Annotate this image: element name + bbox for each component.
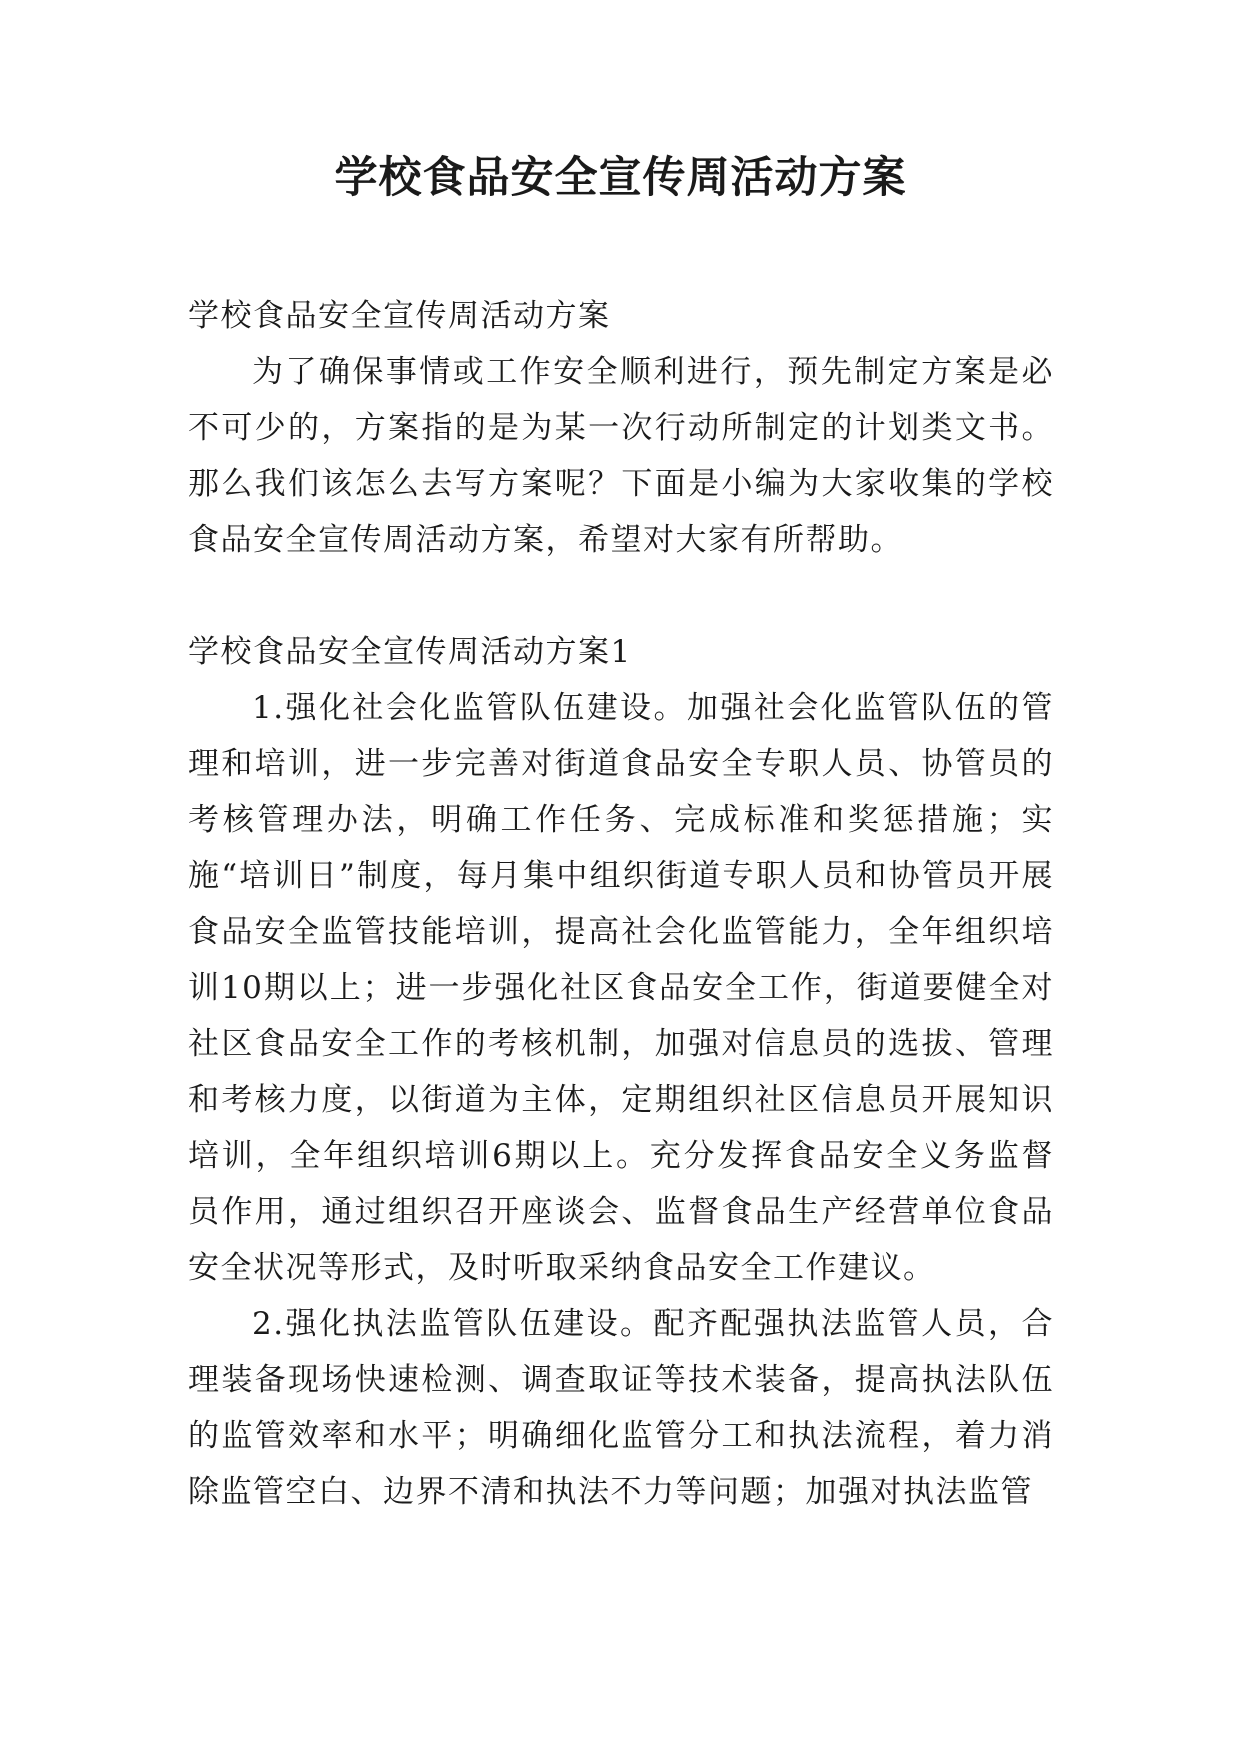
item-1-paragraph: 1.强化社会化监管队伍建设。加强社会化监管队伍的管理和培训，进一步完善对街道食品安全专职人员、协管员的考核管理办法，明确工作任务、完成标准和奖惩措施；实施“培训日”制度，每月集中组织街道专职人员和协管员开展食品安全监管技能培训，提高社会化监管能力，全年组织培训10期以上；进一步强化社区食品安全工作，街道要健全对社区食品安全工作的考核机制，加强对信息员的选拔、管理和考核力度，以街道为主体，定期组织社区信息员开展知识培训，全年组织培训6期以上。充分发挥食品安全义务监督员作用，通过组织召开座谈会、监督食品生产经营单位食品安全状况等形式，及时听取采纳食品安全工作建议。 [188,690,1054,1286]
section-heading: 学校食品安全宣传周活动方案1 [188,634,632,670]
document-title: 学校食品安全宣传周活动方案 [334,153,907,203]
subtitle: 学校食品安全宣传周活动方案 [188,298,611,334]
paragraph-spacer [188,568,1054,624]
item-2-paragraph: 2.强化执法监管队伍建设。配齐配强执法监管人员，合理装备现场快速检测、调查取证等技术装备，提高执法队伍的监管效率和水平；明确细化监管分工和执法流程，着力消除监管空白、边界不清和执法不力等问题；加强对执法监管 [188,1306,1054,1510]
document-body [188,288,1054,1520]
intro-paragraph: 为了确保事情或工作安全顺利进行，预先制定方案是必不可少的，方案指的是为某一次行动所制定的计划类文书。那么我们该怎么去写方案呢？下面是小编为大家收集的学校食品安全宣传周活动方案，希望对大家有所帮助。 [188,354,1054,558]
